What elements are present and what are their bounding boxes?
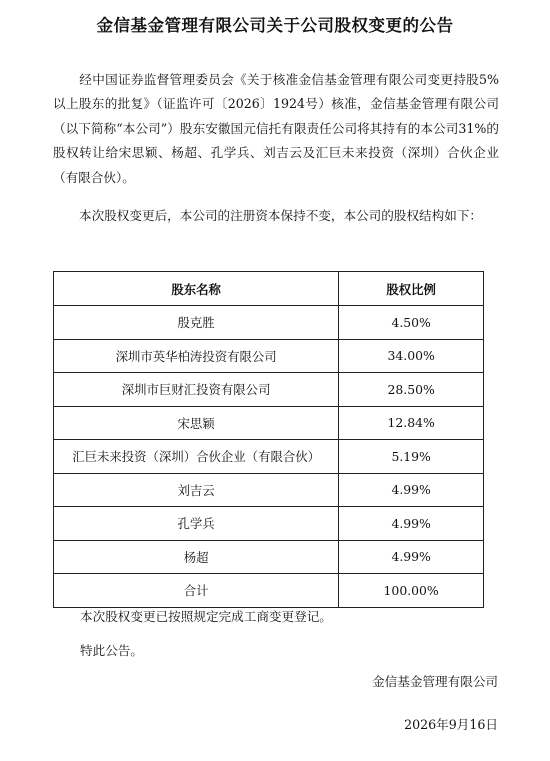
shareholder-name-cell: 杨超 xyxy=(54,540,339,574)
document-title: 金信基金管理有限公司关于公司股权变更的公告 xyxy=(96,16,454,35)
equity-ratio-cell: 28.50% xyxy=(339,373,484,407)
total-ratio-cell: 100.00% xyxy=(339,574,484,608)
equity-ratio-cell: 5.19% xyxy=(339,440,484,474)
table-row xyxy=(54,540,484,574)
total-label-cell: 合计 xyxy=(54,574,339,608)
equity-ratio-cell: 34.00% xyxy=(339,339,484,373)
header-shareholder-name: 股东名称 xyxy=(54,272,339,306)
equity-ratio-cell: 12.84% xyxy=(339,406,484,440)
registration-note: 本次股权变更已按照规定完成工商变更登记。 xyxy=(80,609,332,624)
table-row xyxy=(54,406,484,440)
table-row xyxy=(54,440,484,474)
shareholder-name-cell: 刘吉云 xyxy=(54,473,339,507)
shareholder-name-cell: 深圳市英华柏涛投资有限公司 xyxy=(54,339,339,373)
shareholder-name-cell: 殷克胜 xyxy=(54,306,339,340)
table-row xyxy=(54,473,484,507)
equity-ratio-cell: 4.50% xyxy=(339,306,484,340)
shareholder-name-cell: 孔学兵 xyxy=(54,507,339,541)
paragraph-2-text: 本次股权变更后，本公司的注册资本保持不变，本公司的股权结构如下： xyxy=(79,208,482,223)
table-row xyxy=(54,306,484,340)
shareholder-name-cell: 深圳市巨财汇投资有限公司 xyxy=(54,373,339,407)
table-header-row xyxy=(54,272,484,306)
equity-ratio-cell: 4.99% xyxy=(339,473,484,507)
issuer-company: 金信基金管理有限公司 xyxy=(372,674,498,689)
table-row xyxy=(54,339,484,373)
paragraph-1-text: 经中国证券监督管理委员会《关于核准金信基金管理有限公司变更持股5%以上股东的批复》（证监许可〔2026〕1924号）核准，金信基金管理有限公司（以下简称“本公司”）股东安徽国元信托有限责任公司将其持有的本公司31%的股权转让给宋思颖、杨超、孔学兵、刘吉云及汇巨未来投资（深圳）合伙企业（有限合伙）。 xyxy=(53,72,499,185)
equity-ratio-cell: 4.99% xyxy=(339,540,484,574)
shareholder-name-cell: 汇巨未来投资（深圳）合伙企业（有限合伙） xyxy=(54,440,339,474)
closing-phrase: 特此公告。 xyxy=(80,643,143,658)
shareholder-table xyxy=(53,271,484,608)
table-row xyxy=(54,507,484,541)
header-equity-ratio: 股权比例 xyxy=(339,272,484,306)
equity-ratio-cell: 4.99% xyxy=(339,507,484,541)
body-paragraph-1 xyxy=(53,68,499,190)
issue-date: 2026年9月16日 xyxy=(404,717,498,732)
table-total-row xyxy=(54,574,484,608)
shareholder-name-cell: 宋思颖 xyxy=(54,406,339,440)
body-paragraph-2 xyxy=(53,204,499,228)
table-row xyxy=(54,373,484,407)
